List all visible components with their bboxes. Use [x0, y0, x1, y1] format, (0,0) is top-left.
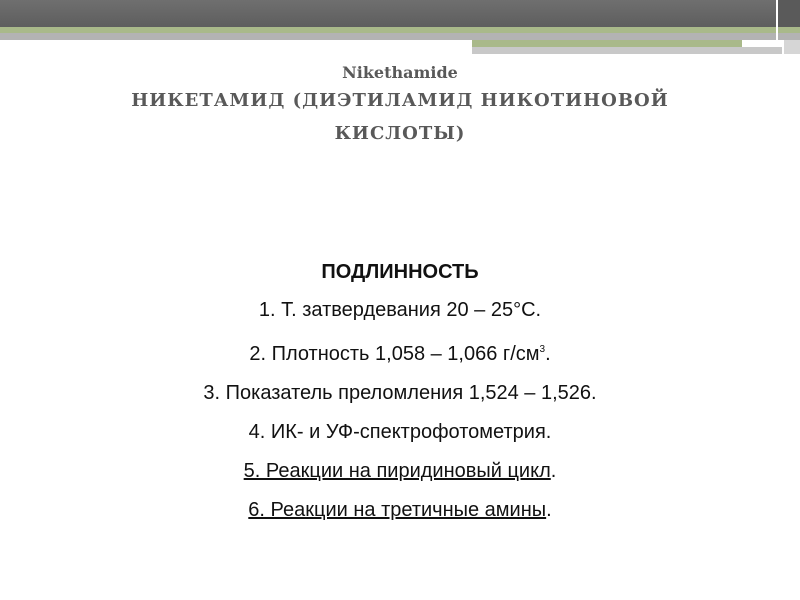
list-item	[50, 330, 750, 374]
item6-end: .	[546, 499, 552, 521]
item2-superscript: 3	[539, 344, 546, 355]
list-item: 1. Т. затвердевания 20 – 25°С.	[258, 299, 542, 321]
list-item: 4. ИК- и УФ-спектрофотометрия.	[248, 421, 552, 443]
section-heading: ПОДЛИННОСТЬ	[321, 261, 479, 283]
pyridine-reactions-link[interactable]: 5. Реакции на пиридиновый цикл	[243, 460, 551, 482]
item5-end: .	[550, 460, 557, 482]
header-tab-gray	[472, 47, 782, 54]
tertiary-amines-link[interactable]: 6. Реакции на третичные амины	[248, 499, 547, 521]
list-item	[50, 452, 750, 491]
list-item	[50, 491, 750, 530]
item2-text: 2. Плотность 1,058 – 1,066 г/см	[249, 343, 540, 365]
header-band-dark	[0, 0, 776, 27]
item2-end: .	[545, 343, 551, 365]
list-item: 3. Показатель преломления 1,524 – 1,526.	[203, 382, 597, 404]
slide-body	[50, 253, 750, 530]
header-tab-green	[472, 40, 742, 47]
header-band-gray	[0, 33, 776, 40]
title-russian: НИКЕТАМИД (ДИЭТИЛАМИД НИКОТИНОВОЙ КИСЛОТЫ)	[131, 90, 669, 144]
slide-title	[100, 62, 700, 150]
header-band-side	[778, 0, 800, 27]
title-latin: Nikethamide	[342, 63, 458, 82]
header-notch	[784, 40, 800, 54]
header-band-gray-right	[778, 33, 800, 40]
